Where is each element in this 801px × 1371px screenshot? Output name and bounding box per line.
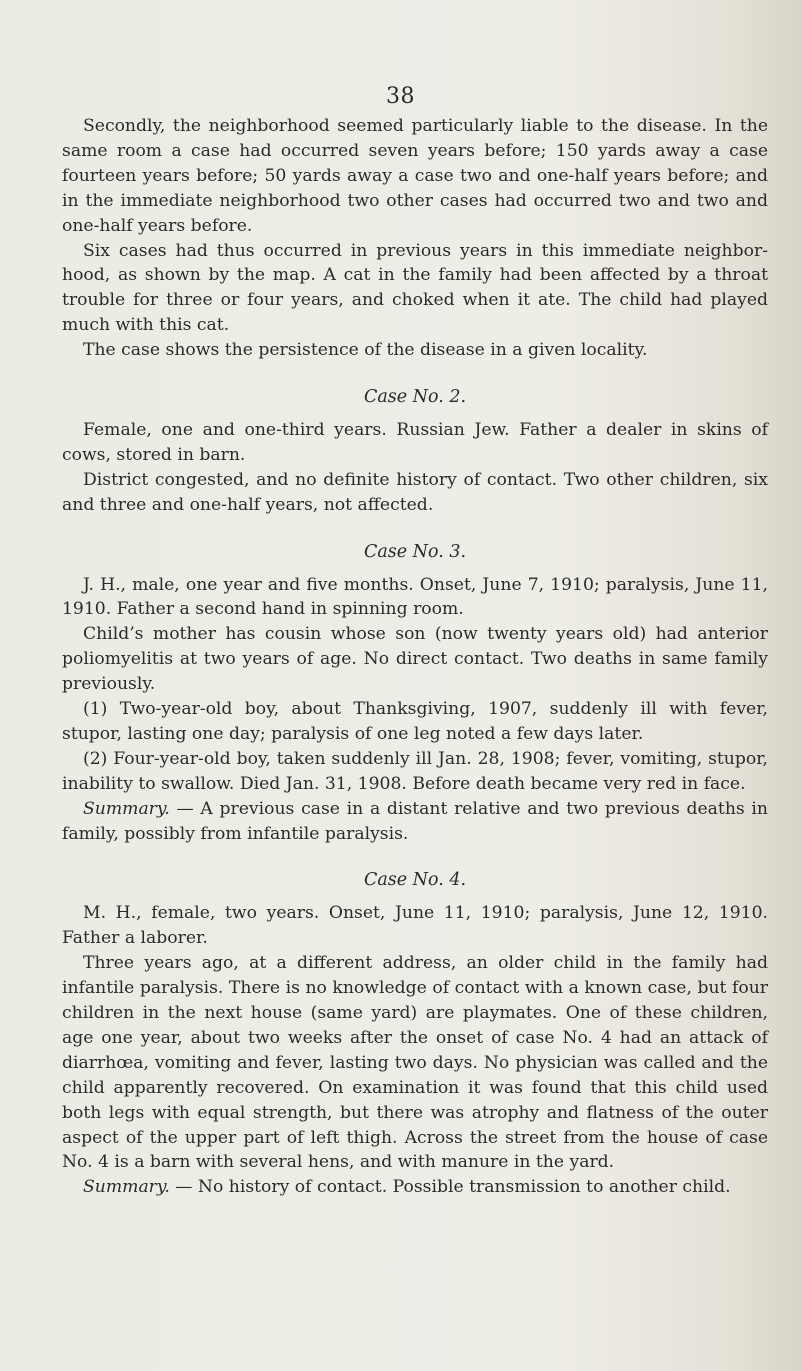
body-paragraph: Secondly, the neighborhood seemed particularly liable to the disease. In the same room a case had occurred seven years before; 150 yards away a case fourteen years before; 50 yards away a case two and one-half years before; and in the immediate neighborhood two other cases had occurred two and two and one-half years before. bbox=[62, 116, 768, 236]
case-heading: Case No. 2. bbox=[363, 387, 467, 408]
body-paragraph: J. H., male, one year and five months. Onset, June 7, 1910; paralysis, June 11, 1910. Father a second hand in spinning room. bbox=[62, 574, 768, 620]
body-paragraph: M. H., female, two years. Onset, June 11, 1910; paralysis, June 12, 1910. Father a laborer. bbox=[62, 903, 768, 949]
case-heading: Case No. 4. bbox=[363, 870, 467, 891]
body-paragraph: Six cases had thus occurred in previous years in this immediate neighbor-hood, as shown by the map. A cat in the family had been affected by a throat trouble for three or four years, and choked when it ate. The child had played much with this cat. bbox=[62, 240, 768, 336]
summary-label: Summary. bbox=[83, 798, 170, 819]
body-paragraph: Female, one and one-third years. Russian Jew. Father a dealer in skins of cows, stored in barn. bbox=[62, 419, 768, 465]
summary-text: — A previous case in a distant relative and two previous deaths in family, possibly from infantile paralysis. bbox=[62, 798, 768, 844]
page-number: 38 bbox=[386, 84, 415, 109]
body-paragraph: (2) Four-year-old boy, taken suddenly ill Jan. 28, 1908; fever, vomiting, stupor, inability to swallow. Died Jan. 31, 1908. Before death became very red in face. bbox=[62, 748, 768, 794]
summary-paragraph bbox=[62, 797, 768, 847]
body-paragraph: Child’s mother has cousin whose son (now twenty years old) had anterior poliomyelitis at two years of age. No direct contact. Two deaths in same family previously. bbox=[62, 624, 768, 695]
summary-paragraph bbox=[62, 1175, 768, 1200]
body-paragraph: District congested, and no definite history of contact. Two other children, six and three and one-half years, not affected. bbox=[62, 469, 768, 515]
page-body bbox=[62, 114, 768, 1200]
body-paragraph: (1) Two-year-old boy, about Thanksgiving, 1907, suddenly ill with fever, stupor, lasting one day; paralysis of one leg noted a few days later. bbox=[62, 699, 768, 744]
summary-label: Summary. bbox=[83, 1177, 170, 1198]
case-heading: Case No. 3. bbox=[363, 541, 467, 562]
body-paragraph: Three years ago, at a different address, an older child in the family had infantile paralysis. There is no knowledge of contact with a known case, but four children in the next house (same yard) are playmates. One of these children, age one year, about two weeks after the onset of case No. 4 had an attack of diarrhœa, vomiting and fever, lasting two days. No physician was called and the child apparently recovered. On examination it was found that this child used both legs with equal strength, but there was atrophy and flatness of the outer aspect of the upper part of left thigh. Across the street from the house of case No. 4 is a barn with several hens, and with manure in the yard. bbox=[62, 953, 768, 1173]
body-paragraph: The case shows the persistence of the disease in a given locality. bbox=[83, 340, 648, 361]
summary-text: — No history of contact. Possible transmission to another child. bbox=[169, 1177, 731, 1198]
